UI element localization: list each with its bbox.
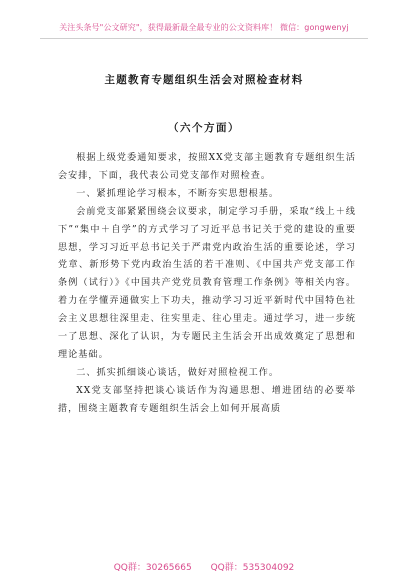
paragraph-section-2: XX党支部坚持把谈心谈话作为沟通思想、增进团结的必要举措，围绕主题教育专题组织生活会上如何开展高质 xyxy=(58,385,356,414)
document-subtitle: （六个方面） xyxy=(168,122,240,134)
header-note: 关注头条号"公文研究"，获得最新最全最专业的公文资料库！ 微信：gongwenyj xyxy=(59,23,349,32)
header-divider xyxy=(40,38,368,39)
footer-qq-group-2: QQ群：535304092 xyxy=(210,563,295,573)
footer-qq-group-1: QQ群：30265665 xyxy=(113,563,192,573)
document-body xyxy=(58,150,356,419)
section-heading-2: 二、抓实抓细谈心谈话，做好对照检视工作。 xyxy=(76,367,280,378)
footer xyxy=(0,560,408,573)
paragraph-section-1: 会前党支部紧紧围绕会议要求，制定学习手册，采取“线上＋线下”“集中＋自学”的方式学习了习近平总书记关于党的建设的重要思想，学习习近平总书记关于严肃党内政治生活的重要论述，学习党章、新形势下党内政治生活的若干准则、《中国共产党支部工作条例（试行）》《中国共产党党员教育管理工作条例》等相关内容。着力在学懂弄通做实上下功夫，推动学习习近平新时代中国特色社会主义思想往深里走、往实里走、往心里走。通过学习，进一步统一了思想、深化了认识，为专题民主生活会开出成效奠定了思想和理论基础。 xyxy=(58,206,356,360)
paragraph-intro: 根据上级党委通知要求，按照XX党支部主题教育专题组织生活会安排，下面，我代表公司党支部作对照检查。 xyxy=(58,153,356,181)
document-title: 主题教育专题组织生活会对照检查材料 xyxy=(104,74,304,86)
section-heading-1: 一、紧抓理论学习根本，不断夯实思想根基。 xyxy=(76,188,280,199)
